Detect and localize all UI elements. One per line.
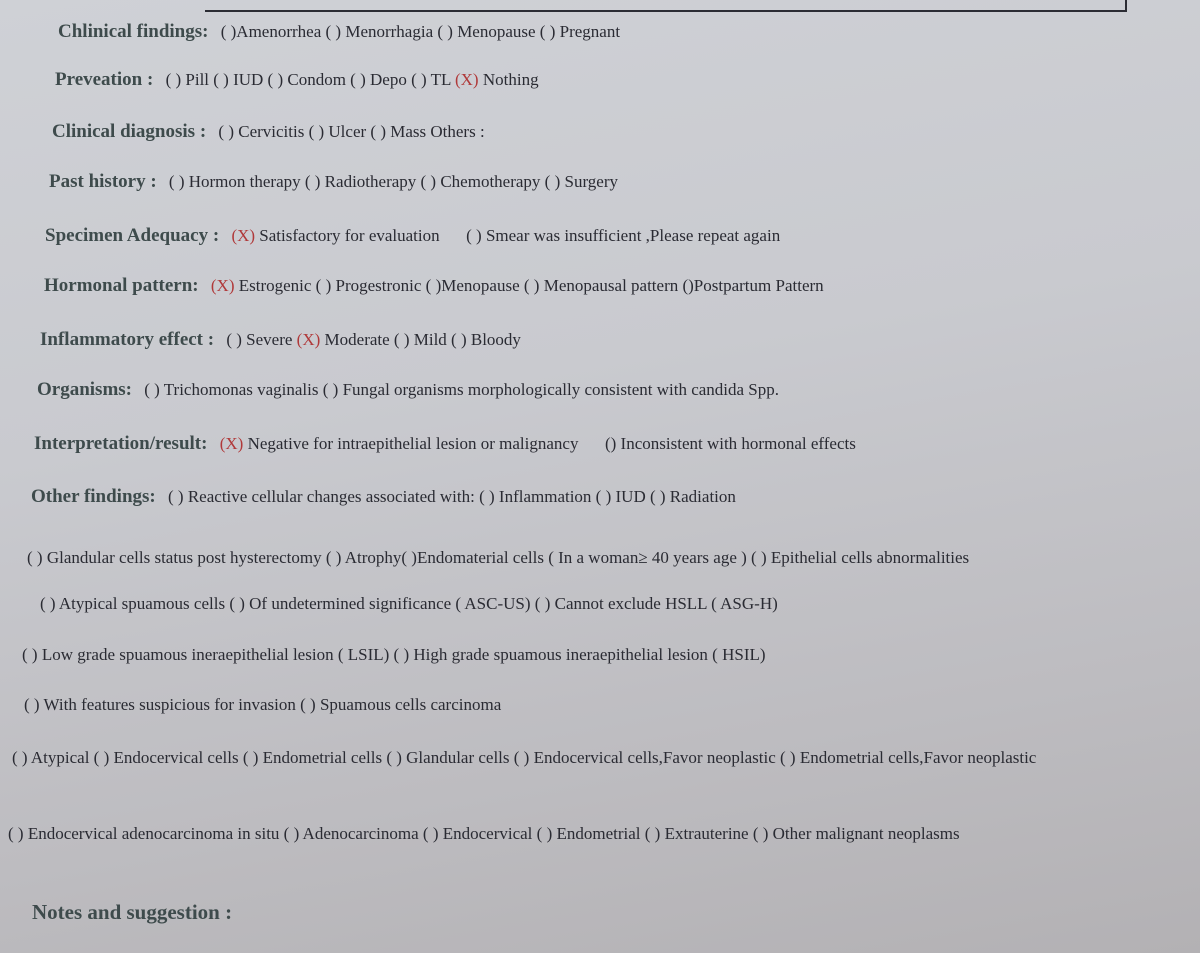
organisms-row [37,380,779,400]
clinical-diagnosis-label: Clinical diagnosis : [52,121,207,142]
inflammatory-check-mark: (X) [296,330,321,349]
hormonal-pattern-options: Estrogenic ( ) Progestronic ( )Menopause ( ) Menopausal pattern ()Postpartum Pattern [238,276,824,295]
clinical-findings-row [58,22,620,42]
organisms-label: Organisms: [37,379,132,400]
specimen-insufficient: ( ) Smear was insufficient ,Please repeat again [466,226,781,245]
clinical-diagnosis-row [52,122,485,142]
clinical-diagnosis-options: ( ) Cervicitis ( ) Ulcer ( ) Mass Others : [218,122,485,141]
past-history-options: ( ) Hormon therapy ( ) Radiotherapy ( ) Chemotherapy ( ) Surgery [168,172,619,191]
interpretation-inconsistent: () Inconsistent with hormonal effects [604,434,856,453]
clinical-findings-options: ( )Amenorrhea ( ) Menorrhagia ( ) Menopause ( ) Pregnant [220,22,621,41]
inflammatory-options: Moderate ( ) Mild ( ) Bloody [324,330,521,349]
interpretation-negative: Negative for intraepithelial lesion or malignancy [247,434,579,453]
inflammatory-effect-row [40,330,521,350]
inflammatory-severe: ( ) Severe [226,330,293,349]
notes-label: Notes and suggestion : [32,900,233,924]
other-findings-label: Other findings: [31,486,156,507]
other-findings-options: ( ) Reactive cellular changes associated with: ( ) Inflammation ( ) IUD ( ) Radiation [168,487,736,506]
specimen-adequacy-label: Specimen Adequacy : [45,225,220,246]
inflammatory-effect-label: Inflammatory effect : [40,329,215,350]
other-findings-row [31,487,736,507]
clinical-findings-label: Chlinical findings: [58,21,209,42]
top-table-border [205,0,1127,12]
prevention-check-mark: (X) [454,70,479,89]
specimen-adequacy-check-mark: (X) [231,226,256,245]
prevention-row [55,70,539,90]
prevention-options: ( ) Pill ( ) IUD ( ) Condom ( ) Depo ( ) TL [165,70,451,89]
prevention-nothing: Nothing [482,70,539,89]
interpretation-row [34,434,856,454]
interpretation-label: Interpretation/result: [34,433,208,454]
specimen-satisfactory: Satisfactory for evaluation [259,226,440,245]
interpretation-check-mark: (X) [219,434,244,453]
specimen-adequacy-row [45,226,780,246]
past-history-row [49,172,618,192]
low-grade-line: ( ) Low grade spuamous ineraepithelial lesion ( LSIL) ( ) High grade spuamous ineraepithelial lesion ( HSIL) [22,645,766,664]
hormonal-pattern-check-mark: (X) [210,276,235,295]
invasion-line: ( ) With features suspicious for invasion ( ) Spuamous cells carcinoma [24,695,502,714]
organisms-options: ( ) Trichomonas vaginalis ( ) Fungal organisms morphologically consistent with candida Spp. [144,380,780,399]
past-history-label: Past history : [49,171,157,192]
hormonal-pattern-row [44,276,824,296]
atypical-glandular-line: ( ) Atypical ( ) Endocervical cells ( ) Endometrial cells ( ) Glandular cells ( ) Endocervical cells,Favor neoplastic ( ) Endometrial cells,Favor neoplastic [12,748,1037,767]
adenocarcinoma-line: ( ) Endocervical adenocarcinoma in situ ( ) Adenocarcinoma ( ) Endocervical ( ) Endometrial ( ) Extrauterine ( ) Other malignant neoplasms [8,824,960,843]
atypical-squamous-line: ( ) Atypical spuamous cells ( ) Of undetermined significance ( ASC-US) ( ) Cannot exclude HSLL ( ASG-H) [40,594,778,613]
glandular-line: ( ) Glandular cells status post hysterectomy ( ) Atrophy( )Endomaterial cells ( In a woman≥ 40 years age ) ( ) Epithelial cells abnormalities [27,548,970,567]
hormonal-pattern-label: Hormonal pattern: [44,275,199,296]
prevention-label: Preveation : [55,69,154,90]
